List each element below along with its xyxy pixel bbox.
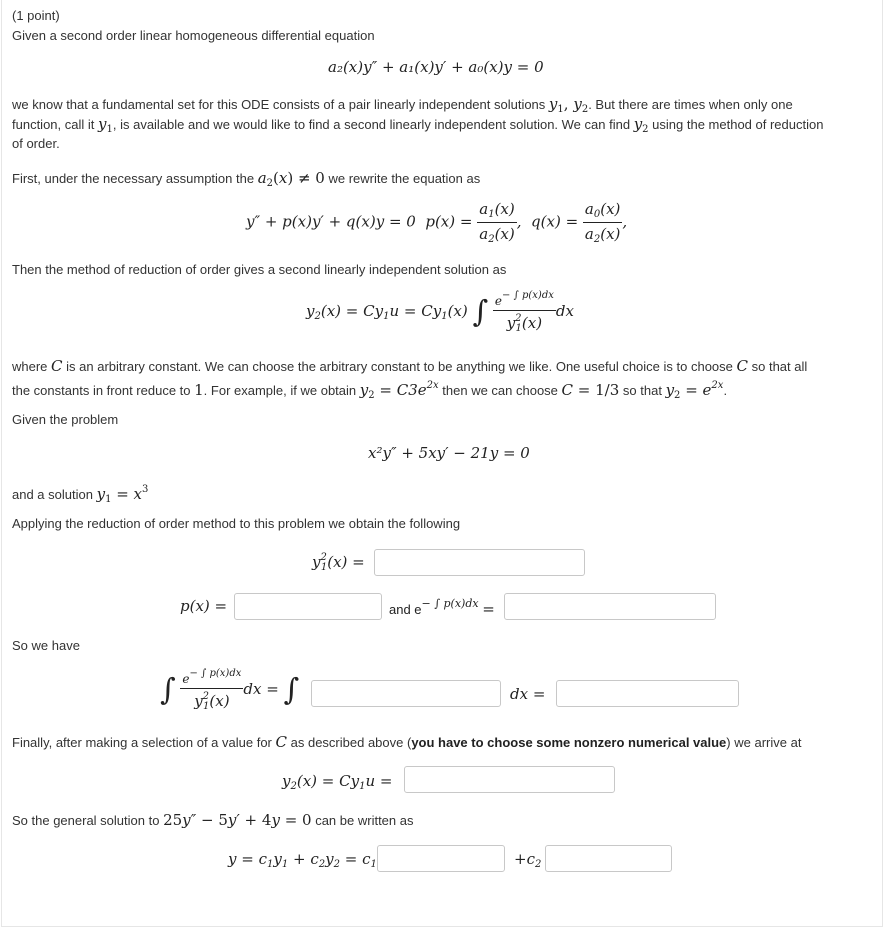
c2-term-input[interactable] (545, 845, 672, 872)
given-label: Given the problem (12, 412, 119, 427)
para4-line1: where C is an arbitrary constant. We can choose the arbitrary constant to be anything we like. One useful choice is to choose C so that all (12, 357, 808, 375)
so-we-have-label: So we have (12, 638, 80, 653)
y2-label: $y_2(x) = Cy_1u$ = (282, 772, 393, 792)
y2-input[interactable] (404, 766, 615, 793)
points-label: (1 point) (12, 8, 60, 23)
general-solution-text: So the general solution to 25y″ − 5y′ + 4y = 0 can be written as (12, 811, 414, 829)
reduction-formula: $y_2(x) = Cy_1u = Cy_1(x)$ ∫ $\frac{e^{- \int p(x)dx}}{y^2_1(x)}$ dx (306, 290, 574, 334)
c1-term-input[interactable] (377, 845, 505, 872)
para1-line2: function, call it $y_1$, is available and we would like to find a second linearly independent solution. We can find $y_2$ using the method of reduction (12, 115, 824, 135)
dx-equals-label: dx = (510, 685, 546, 703)
integral-result-input[interactable] (556, 680, 739, 707)
p-label: p(x) = (180, 597, 228, 615)
exp-integral-input[interactable] (504, 593, 716, 620)
intro-text: Given a second order linear homogeneous differential equation (12, 28, 375, 43)
general-solution-label: $y = c_1y_1 + c_2y_2 = c_1$ (228, 850, 377, 870)
and-exp-label: and $e^{- \int p(x)dx}$ = (389, 597, 495, 618)
integrand-input[interactable] (311, 680, 501, 707)
para1-line1: we know that a fundamental set for this ODE consists of a pair linearly independent solutions $y_1$, $y_2$. But there are times when only one (12, 95, 793, 115)
given-solution: and a solution $y_1 = x^3$ (12, 484, 149, 505)
para4-line2: the constants in front reduce to 1. For example, if we obtain $y_2 = C3e^{2x}$ then we can choose C = 1/3 so that $y_2 = e^{2x}$. (12, 380, 728, 401)
p-input[interactable] (234, 593, 382, 620)
y1-squared-input[interactable] (374, 549, 585, 576)
standard-form-equation: y″ + p(x)y′ + q(x)y = 0 p(x) = $\frac{a_1(x)}{a_2(x)}$ , q(x) = $\frac{a_0(x)}{a_2(x)}$ , (246, 200, 628, 245)
apply-text: Applying the reduction of order method to this problem we obtain the following (12, 516, 461, 531)
para1-line3: of order. (12, 136, 60, 151)
y1-squared-label: $y^2_1(x)$ = (312, 552, 365, 573)
finally-text: Finally, after making a selection of a value for C as described above (you have to choose some nonzero numerical value) we arrive at (12, 733, 802, 751)
plus-c2-label: $+c_2$ (514, 850, 542, 870)
integral-expression: ∫ $\frac{e^{- \int p(x)dx}}{y^2_1(x)}$ dx = ∫ (160, 668, 300, 712)
problem-equation: x²y″ + 5xy′ − 21y = 0 (368, 444, 530, 462)
para2: First, under the necessary assumption the $a_2(x) \ne 0$ we rewrite the equation as (12, 169, 481, 189)
para3: Then the method of reduction of order gives a second linearly independent solution as (12, 262, 507, 277)
main-equation: a₂(x)y″ + a₁(x)y′ + a₀(x)y = 0 (328, 58, 544, 76)
